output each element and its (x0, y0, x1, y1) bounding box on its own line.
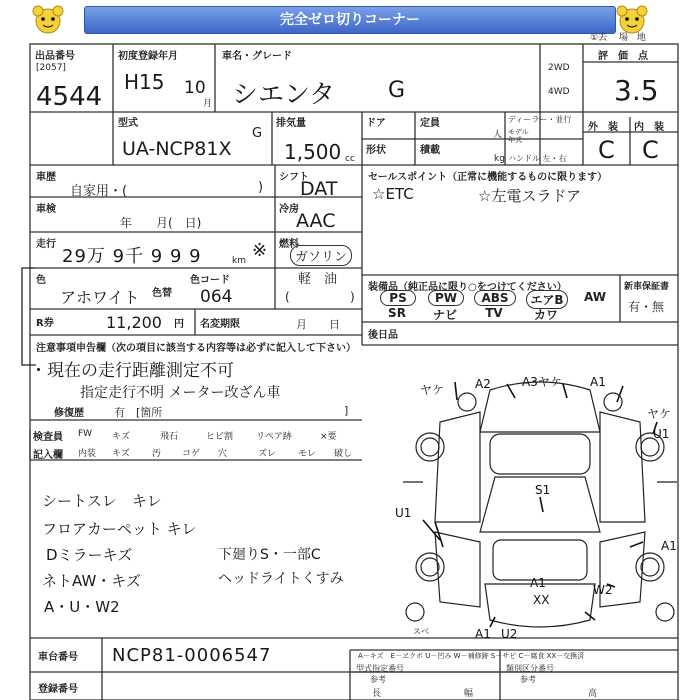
model-name: シエンタ (232, 80, 335, 110)
repair-close: ] (344, 404, 349, 417)
diagram-label: スベ (413, 627, 429, 636)
hw-line-2: フロアカーペット キレ (42, 520, 197, 538)
reg-month: 10 (184, 78, 206, 98)
height-label: 高 (588, 689, 598, 699)
form-ref: 参考 (370, 675, 386, 684)
type-value: UA-NCP81X (122, 138, 232, 160)
class-label: 類別区分番号 (506, 664, 554, 673)
inspector-crack: ヒビ割 (206, 432, 234, 442)
displacement: 1,500 (284, 140, 342, 164)
hw-line-5: A・U・W2 (44, 598, 120, 616)
person-unit: 人 (493, 130, 503, 140)
kg-unit: kg (494, 154, 505, 164)
equip-pw: PW (428, 290, 464, 306)
color-value: アホワイト (60, 288, 140, 307)
exhibit-no: 4544 (36, 82, 103, 112)
recycle-value: 11,200 (106, 313, 162, 332)
shift-label: シフト (279, 172, 309, 183)
score: 3.5 (614, 74, 659, 107)
inspector-slip: ズレ (258, 449, 277, 459)
diagram-label: A3ヤケ (522, 375, 562, 389)
inspector-label-1: 検査員 (33, 432, 63, 443)
model-change-label: モデル 年式 (508, 128, 529, 144)
diagram-label: W2 (593, 583, 613, 597)
after-label: 後日品 (368, 330, 398, 341)
diagram-label: S1 (535, 483, 551, 497)
period-value: 月 日 (296, 318, 340, 331)
score-label: 評 価 点 (598, 51, 648, 62)
chassis-value: NCP81-0006547 (112, 645, 272, 666)
interior-grade: C (642, 136, 659, 164)
inspector-interior: 内装 (78, 449, 97, 459)
diagram-label: A1 (590, 375, 606, 389)
door-label: ドア (366, 118, 386, 129)
inspector-dirt: 汚 (152, 449, 162, 459)
type-sup: G (252, 126, 263, 141)
paren-close: ) (350, 290, 355, 304)
yen-unit: 円 (174, 319, 184, 330)
inspector-i-scratch: キズ (112, 449, 130, 459)
equip-sr: SR (388, 306, 406, 320)
displacement-label: 排気量 (276, 118, 306, 129)
diagram-label: XX (533, 593, 550, 607)
diagram-label: A1 (530, 576, 546, 590)
equip-tv: TV (485, 306, 503, 320)
interior-label: 内 装 (634, 122, 664, 133)
equip-aw: AW (584, 290, 606, 304)
inspection-label: 車検 (36, 204, 56, 215)
inspector-repair: リペア跡 (256, 432, 292, 442)
hw-line-4: ネトAW・キズ (42, 572, 141, 590)
dealer-label: ディーラー・並行 (508, 115, 572, 124)
banner-title: 完全ゼロ切りコーナー (84, 6, 616, 34)
sales-point-1: ☆ETC (372, 185, 414, 203)
hw-right-1: 下廻りS・一部C (218, 547, 321, 563)
form-label: 型式指定番号 (356, 664, 404, 673)
inspector-burn: コゲ (182, 449, 201, 459)
diagram-legend: A－キズ E－ヱクボ U－凹み W－補修跡 S－サビ C－腐食 XX－交換済 (358, 652, 585, 660)
color-code-label: 色コード (190, 275, 230, 286)
inspection-value: 年 月( 日) (120, 216, 202, 230)
mileage-mark: ※ (252, 240, 268, 261)
inspector-fw: FW (78, 429, 93, 439)
bracket-mark (12, 260, 42, 380)
diagram-label: A1 (661, 539, 677, 553)
equipment-label: 装備品（純正品に限り○をつけてください） (368, 282, 567, 293)
reg-label: 登録番号 (38, 684, 78, 695)
class-ref: 参考 (520, 675, 536, 684)
sales-point-2: ☆左電スラドア (478, 187, 581, 205)
inspector-leak: モレ (298, 449, 317, 459)
car-damage-diagram (395, 372, 685, 642)
inspector-label-2: 記入欄 (33, 450, 63, 461)
color-code: 064 (200, 287, 233, 307)
warranty-label: 新車保証書 (624, 282, 670, 292)
warranty-value: 有・無 (628, 300, 665, 314)
notes-label: 注意事項申告欄（次の項目に該当する内容等は必ずに記入して下さい） (36, 343, 356, 354)
recycle-label: R券 (36, 318, 54, 329)
km-unit: km (232, 256, 246, 266)
exterior-grade: C (598, 136, 615, 164)
body-close: ) (258, 180, 264, 195)
body-value: 自家用・( (70, 184, 128, 199)
sales-label: セールスポイント（正常に機能するものに限ります） (368, 172, 608, 183)
diagram-label: U2 (501, 627, 518, 641)
era-year: H15 (124, 70, 165, 94)
equip-ps: PS (380, 290, 416, 306)
cc-unit: cc (345, 154, 355, 164)
exhibit-sub: [2057] (36, 63, 66, 73)
hw-line-1: シートスレ キレ (42, 492, 162, 510)
diagram-label: ヤケ (647, 407, 672, 421)
diagram-label: U1 (395, 506, 412, 520)
load-label: 積載 (420, 145, 440, 156)
inspector-scratch: キズ (112, 432, 130, 442)
drive-2wd: 2WD (548, 63, 570, 73)
diagram-label: A1 (475, 627, 491, 641)
equip-airbag: エアB (526, 290, 568, 309)
width-label: 幅 (464, 689, 474, 699)
exhibit-no-label: 出品番号 (35, 51, 75, 62)
circled-note: ①去 場 地 (590, 33, 646, 43)
inspector-hole: 穴 (218, 449, 228, 459)
fuel-label: 燃料 (279, 239, 299, 250)
hw-right-2: ヘッドライトくすみ (218, 571, 344, 587)
notes-line-2: 指定走行不明 メーター改ざん車 (80, 385, 281, 401)
capacity-label: 定員 (420, 118, 440, 129)
equip-abs: ABS (474, 290, 516, 306)
drive-4wd: 4WD (548, 87, 570, 97)
cooler-label: 冷房 (279, 204, 299, 215)
grade: G (388, 78, 406, 103)
first-reg-label: 初度登録年月 (118, 51, 178, 62)
color-label: 色 (36, 275, 46, 286)
mileage-label: 走行 (36, 239, 56, 250)
inspector-chip: 飛石 (160, 432, 179, 442)
shape-label: 形状 (366, 145, 386, 156)
diagram-label: U1 (653, 427, 670, 441)
diagram-label: ヤケ (420, 383, 445, 397)
equip-navi: ナビ (432, 308, 457, 322)
hw-line-3: Dミラーキズ (46, 546, 133, 564)
color-change-label: 色替 (152, 288, 172, 299)
month-unit: 月 (203, 99, 213, 109)
inspector-tear: 破し (334, 449, 353, 459)
type-label: 型式 (118, 118, 138, 129)
fuel-diesel: 軽 油 (298, 272, 338, 287)
period-label: 名変期限 (200, 319, 240, 330)
mileage-value: 29万 9千 9 9 9 (62, 246, 202, 267)
exterior-label: 外 装 (588, 122, 618, 133)
body-label: 車歴 (36, 172, 56, 183)
repair-label: 修復歴 (54, 408, 84, 419)
fuel-gas: ガソリン (290, 245, 352, 266)
model-grade-label: 車名・グレード (222, 51, 292, 62)
shift-value: DAT (300, 178, 338, 200)
notes-line-1: ・現在の走行距離測定不可 (30, 361, 234, 381)
diagram-label: A2 (475, 377, 491, 391)
length-label: 長 (372, 689, 382, 699)
equip-leather: カワ (533, 308, 558, 322)
chassis-label: 車台番号 (38, 652, 78, 663)
handle-label: ハンドル 左・右 (508, 154, 567, 163)
inspector-need: ×要 (320, 432, 337, 442)
repair-value: 有 [箇所 (114, 406, 163, 419)
cooler-value: AAC (296, 210, 336, 232)
paren-open: ( (285, 290, 290, 304)
